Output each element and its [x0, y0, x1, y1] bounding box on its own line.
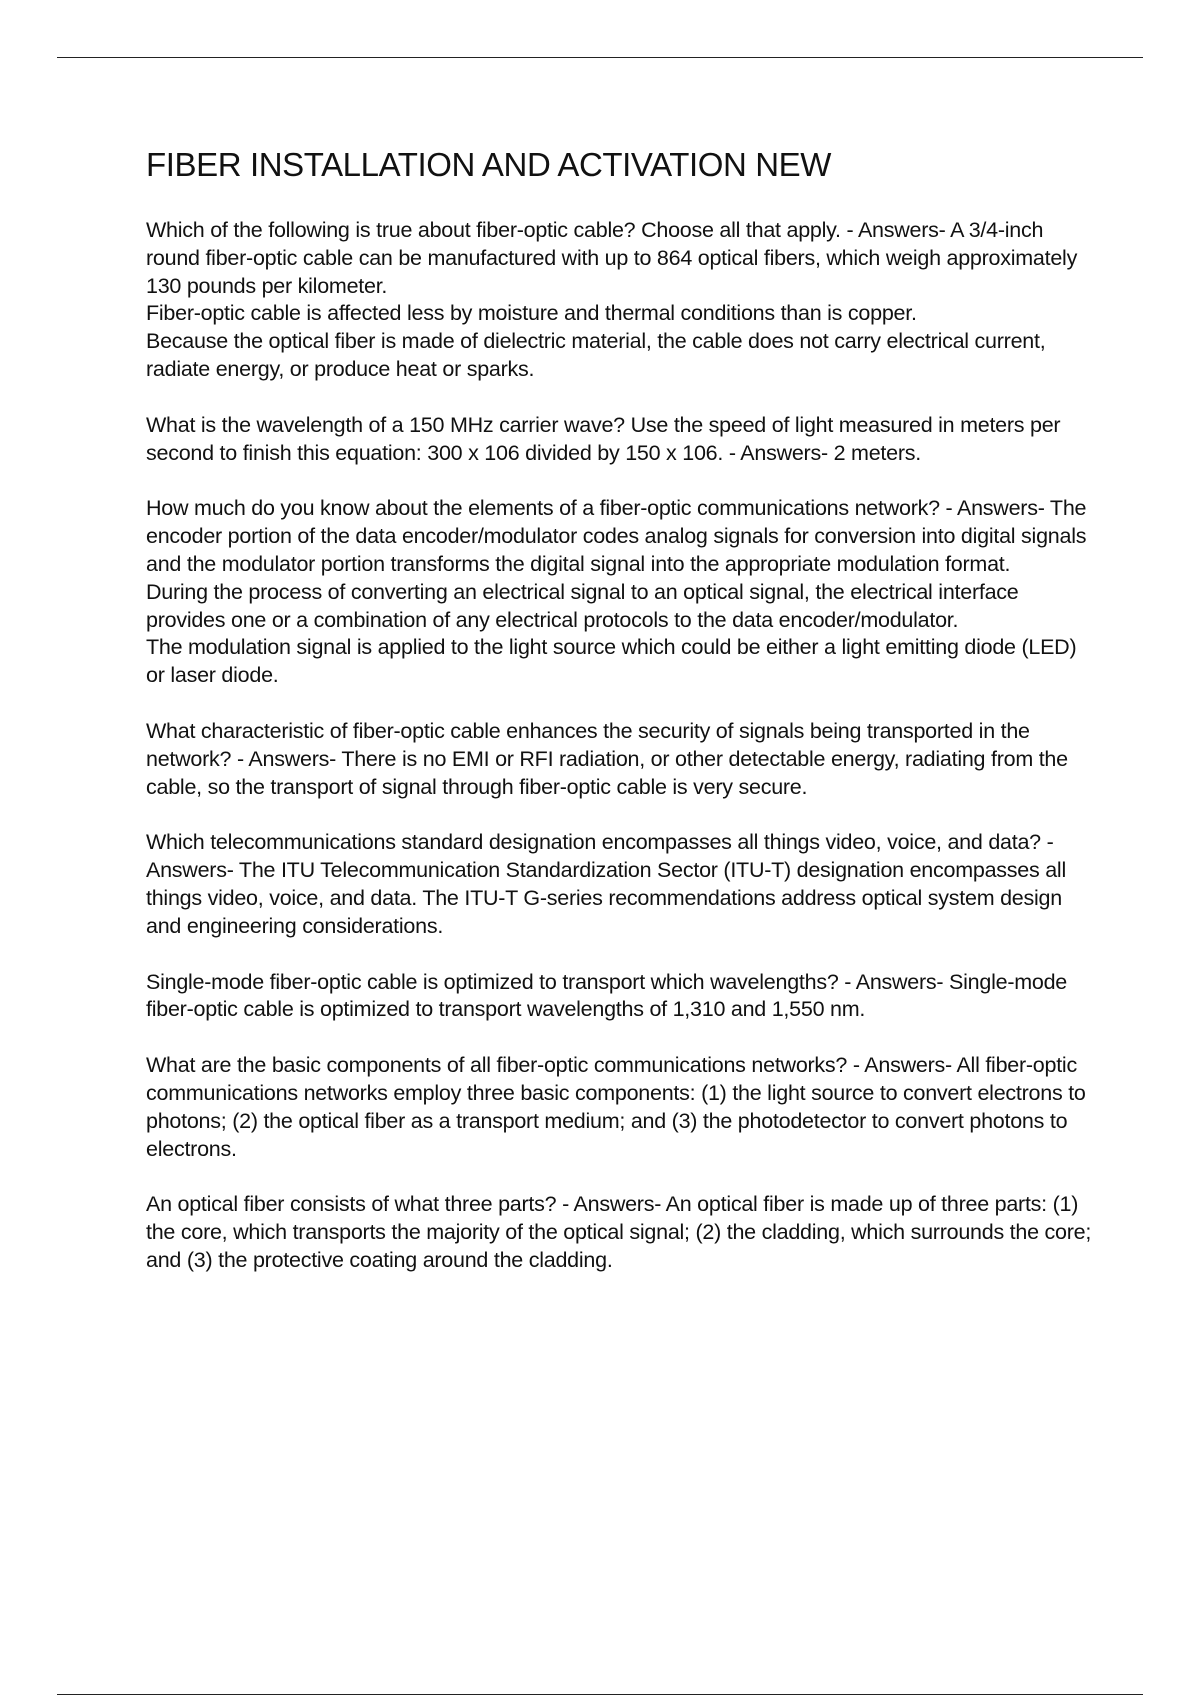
top-rule	[57, 57, 1143, 58]
qa-text: What is the wavelength of a 150 MHz carrier wave? Use the speed of light measured in meters per second to finish this equation: 300 x 106 divided by 150 x 106. - Answers- 2 meters.	[146, 412, 1061, 465]
qa-text: Which telecommunications standard designation encompasses all things video, voice, and data? - Answers- The ITU Telecommunication Standardization Sector (ITU-T) designation encompasses all things video, voice, and data. The ITU-T G-series recommendations address optical system design and engineering considerations.	[146, 830, 1066, 938]
qa-text: During the process of converting an electrical signal to an optical signal, the electrical interface provides one or a combination of any electrical protocols to the data encoder/modulator.	[146, 579, 1019, 632]
qa-text: How much do you know about the elements of a fiber-optic communications network? - Answers- The encoder portion of the data encoder/modulator codes analog signals for conversion into digital signals and the modulator portion transforms the digital signal into the appropriate modulation format.	[146, 496, 1087, 576]
qa-text: Fiber-optic cable is affected less by moisture and thermal conditions than is copper.	[146, 301, 917, 326]
qa-entry	[146, 1191, 1096, 1274]
qa-entry	[146, 718, 1096, 801]
qa-text: The modulation signal is applied to the light source which could be either a light emitting diode (LED) or laser diode.	[146, 635, 1077, 688]
qa-text: Because the optical fiber is made of dielectric material, the cable does not carry electrical current, radiate energy, or produce heat or sparks.	[146, 329, 1046, 381]
bottom-rule	[57, 1694, 1143, 1695]
document-body	[146, 143, 1096, 1303]
page-title: FIBER INSTALLATION AND ACTIVATION NEW	[146, 146, 832, 183]
qa-entry	[146, 412, 1096, 468]
qa-text: Which of the following is true about fiber-optic cable? Choose all that apply. - Answers- A 3/4-inch round fiber-optic cable can be manufactured with up to 864 optical fibers, which weigh approximately 130 pounds per kilometer.	[146, 218, 1078, 298]
qa-text: An optical fiber consists of what three parts? - Answers- An optical fiber is made up of three parts: (1) the core, which transports the majority of the optical signal; (2) the cladding, which surrounds the core; and (3) the protective coating around the cladding.	[146, 1192, 1092, 1272]
qa-entry	[146, 829, 1096, 940]
qa-entry	[146, 969, 1096, 1025]
qa-entry	[146, 495, 1096, 690]
qa-text: What characteristic of fiber-optic cable enhances the security of signals being transported in the network? - Answers- There is no EMI or RFI radiation, or other detectable energy, radiating from the cable, so the transport of signal through fiber-optic cable is very secure.	[146, 718, 1068, 799]
qa-text: What are the basic components of all fiber-optic communications networks? - Answers- All fiber-optic communications networks employ three basic components: (1) the light source to convert electrons to photons; (2) the optical fiber as a transport medium; and (3) the photodetector to convert photons to electrons.	[146, 1053, 1086, 1161]
qa-entry	[146, 1052, 1096, 1163]
qa-text: Single-mode fiber-optic cable is optimized to transport which wavelengths? - Answers- Single-mode fiber-optic cable is optimized to transport wavelengths of 1,310 and 1,550 nm.	[146, 969, 1068, 1022]
qa-entry	[146, 217, 1096, 384]
